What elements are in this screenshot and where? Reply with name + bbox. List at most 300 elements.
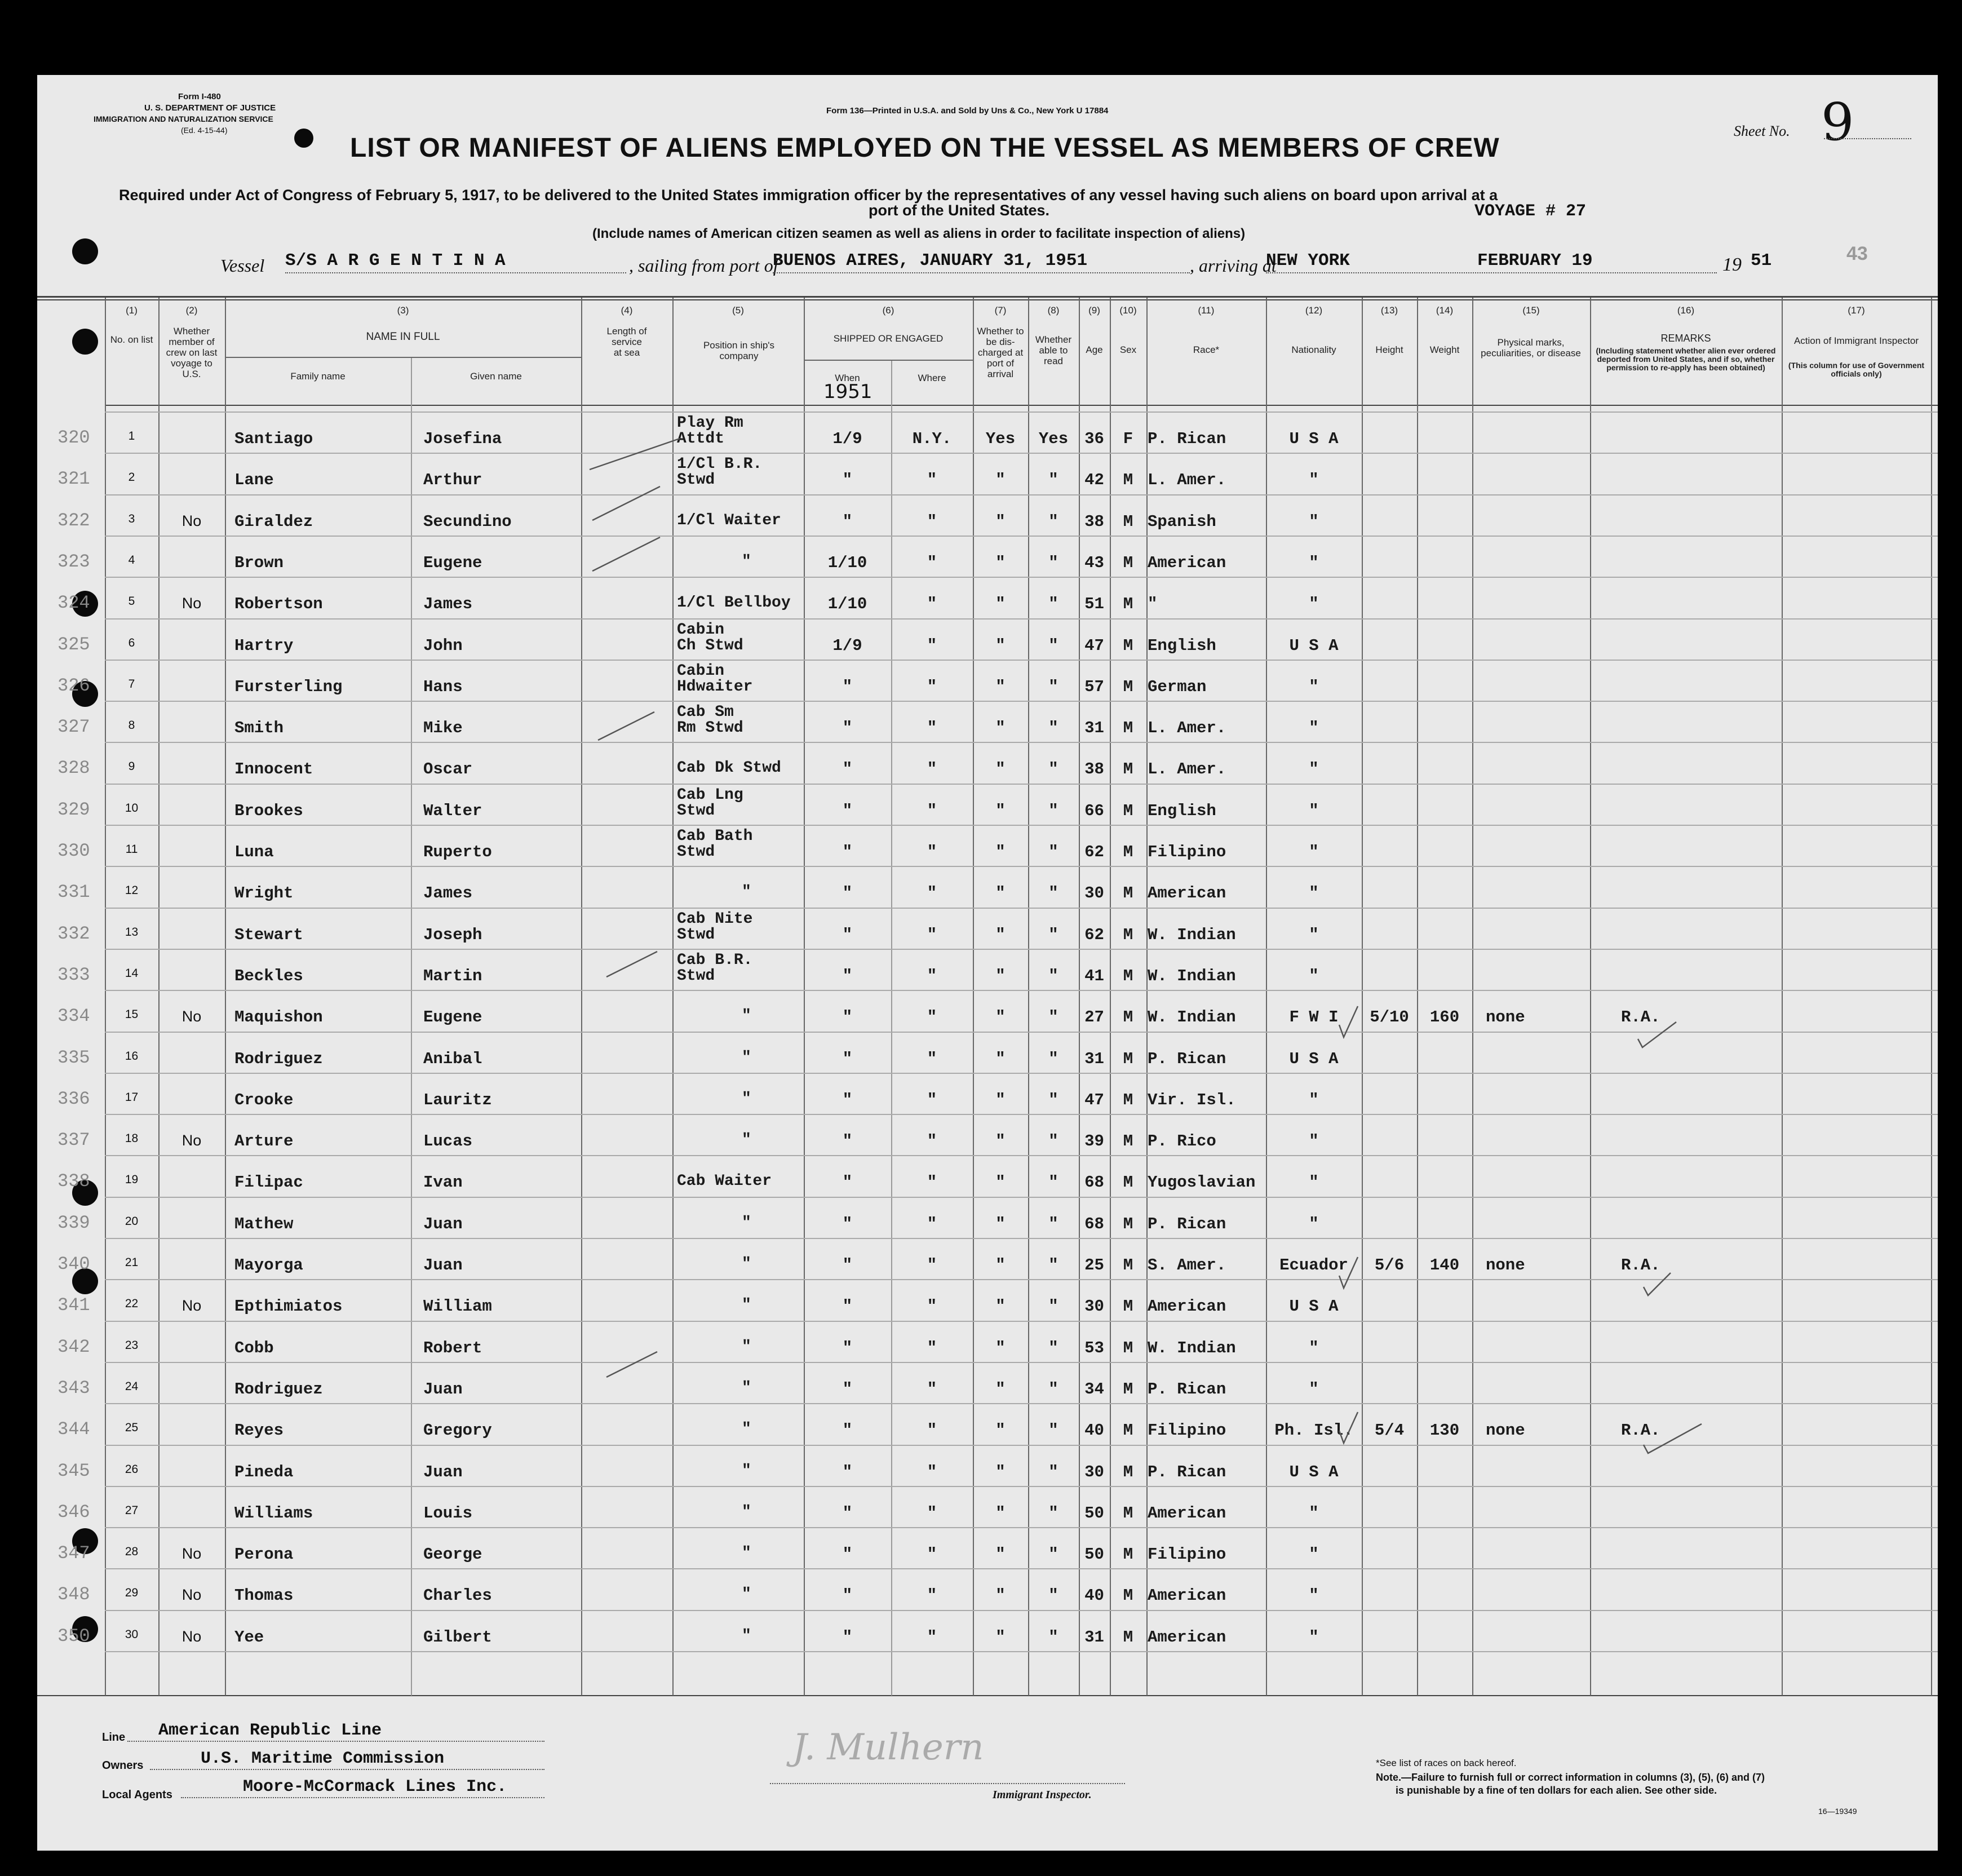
cell-no: 30 <box>125 1627 139 1641</box>
cell-position: " <box>742 1545 751 1563</box>
cell-family: Rodriguez <box>234 1379 323 1399</box>
col-header-position: Position in ship's company <box>703 340 775 361</box>
form-number: Form I-480 <box>178 92 221 101</box>
cell-nat: " <box>1309 595 1319 614</box>
cell-when: " <box>842 1008 853 1027</box>
cell-age: 36 <box>1084 430 1104 448</box>
cell-disch: " <box>995 1090 1006 1109</box>
cell-family: Arture <box>234 1132 294 1151</box>
cell-no: 18 <box>125 1132 139 1145</box>
cell-given: William <box>423 1297 492 1316</box>
cell-where: " <box>927 1132 937 1151</box>
vessel-label: Vessel <box>220 255 265 276</box>
cell-given: Arthur <box>423 471 482 490</box>
cell-family: Innocent <box>234 760 313 779</box>
cell-race: P. Rico <box>1148 1132 1216 1151</box>
edition: (Ed. 4-15-44) <box>181 126 228 135</box>
pencil-stroke <box>598 712 654 740</box>
cell-age: 31 <box>1084 1049 1104 1068</box>
pencil-stroke <box>592 486 660 520</box>
form-title: LIST OR MANIFEST OF ALIENS EMPLOYED ON THE VESSEL AS MEMBERS OF CREW <box>350 133 1500 163</box>
cell-no: 2 <box>128 471 135 484</box>
cell-marks: none <box>1486 1421 1525 1440</box>
cell-position: " <box>742 1131 751 1149</box>
cell-given: Hans <box>423 677 463 696</box>
year: 51 <box>1751 251 1772 271</box>
cell-given: John <box>423 636 463 655</box>
cell-nat: " <box>1309 843 1319 861</box>
cell-where: " <box>927 1173 937 1192</box>
cell-where: " <box>927 471 937 490</box>
cell-read: " <box>1048 471 1058 490</box>
cell-race: Vir. Isl. <box>1148 1090 1236 1109</box>
cell-when: 1/9 <box>832 636 862 655</box>
cell-where: " <box>927 595 937 614</box>
cell-no: 14 <box>125 966 139 980</box>
cell-position: " <box>742 883 751 901</box>
cell-sex: M <box>1123 1049 1133 1068</box>
cell-disch: " <box>995 760 1006 779</box>
include-note: (Include names of American citizen seamen as well as aliens in order to facilitate inspection of aliens) <box>592 226 1246 241</box>
pencil-stroke <box>592 537 660 571</box>
cell-where: " <box>927 966 937 985</box>
cell-when: " <box>842 471 853 490</box>
cell-sex: M <box>1123 719 1133 738</box>
stamp-number: 43 <box>1846 243 1868 264</box>
cell-sex: M <box>1123 843 1133 861</box>
cell-when: " <box>842 1256 853 1275</box>
cell-given: Lauritz <box>423 1090 492 1109</box>
cell-nat: " <box>1309 1545 1319 1564</box>
cell-given: Ivan <box>423 1173 463 1192</box>
cell-no: 4 <box>128 553 135 567</box>
cell-nat: " <box>1309 1173 1319 1192</box>
cell-where: " <box>927 760 937 779</box>
cell-age: 30 <box>1084 884 1104 903</box>
col-header-given-name: Given name <box>470 371 522 382</box>
cell-where: " <box>927 1090 937 1109</box>
line-number: 327 <box>57 716 90 738</box>
cell-read: " <box>1048 1090 1058 1109</box>
cell-nat: " <box>1309 677 1319 696</box>
cell-family: Epthimiatos <box>234 1297 343 1316</box>
cell-family: Filipac <box>234 1173 303 1192</box>
race-note: *See list of races on back hereof. <box>1376 1758 1517 1768</box>
cell-given: Walter <box>423 801 482 820</box>
cell-read: " <box>1048 1049 1058 1068</box>
cell-where: " <box>927 677 937 696</box>
cell-family: Thomas <box>234 1586 294 1605</box>
cell-sex: M <box>1123 512 1133 531</box>
cell-family: Stewart <box>234 925 303 944</box>
line-number: 328 <box>57 758 90 779</box>
cell-family: Brown <box>234 553 284 572</box>
cell-given: Juan <box>423 1379 463 1399</box>
cell-read: " <box>1048 595 1058 614</box>
year-prefix: 19 <box>1722 254 1742 275</box>
col-header-remarks-sub: (Including statement whether alien ever ordered deported from United States, and if so, whether permission to re-apply has been obtained) <box>1596 346 1776 372</box>
footer-agents-value: Moore-McCormack Lines Inc. <box>243 1777 507 1797</box>
cell-given: Lucas <box>423 1132 473 1151</box>
cell-sex: M <box>1123 1545 1133 1564</box>
col-num-16: (16) <box>1677 305 1695 316</box>
cell-race: L. Amer. <box>1148 760 1226 779</box>
cell-position: " <box>742 1503 751 1521</box>
cell-when: " <box>842 843 853 861</box>
footer-agents-label: Local Agents <box>102 1789 172 1801</box>
cell-position: Cab Nite <box>677 910 753 928</box>
cell-nat: U S A <box>1289 1297 1339 1316</box>
cell-age: 27 <box>1084 1008 1104 1027</box>
line-number: 330 <box>57 840 90 861</box>
cell-nat: U S A <box>1289 1462 1339 1481</box>
cell-race: Filipino <box>1148 1421 1226 1440</box>
col-num-8: (8) <box>1047 305 1060 316</box>
cell-last: No <box>181 1132 202 1149</box>
cell-position: " <box>742 1462 751 1480</box>
cell-age: 62 <box>1084 925 1104 944</box>
cell-last: No <box>181 1545 202 1563</box>
cell-given: Juan <box>423 1256 463 1275</box>
cell-read: " <box>1048 553 1058 572</box>
cell-race: W. Indian <box>1148 925 1236 944</box>
col-header-no-on-list: No. on list <box>110 334 153 345</box>
cell-rem: R.A. <box>1621 1256 1660 1275</box>
cell-position: Play Rm <box>677 414 743 432</box>
cell-disch: " <box>995 1173 1006 1192</box>
cell-no: 21 <box>125 1256 139 1269</box>
line-number: 348 <box>57 1584 90 1605</box>
cell-last: No <box>181 512 202 529</box>
col-header-family-name: Family name <box>290 371 346 382</box>
col-num-3: (3) <box>397 305 409 316</box>
col-num-13: (13) <box>1380 305 1398 316</box>
cell-race: L. Amer. <box>1148 719 1226 738</box>
cell-where: " <box>927 801 937 820</box>
cell-sex: M <box>1123 1379 1133 1399</box>
col-header-where: Where <box>918 373 946 383</box>
cell-no: 22 <box>125 1297 139 1311</box>
cell-where: " <box>927 1586 937 1605</box>
cell-position-line2: Attdt <box>677 430 725 448</box>
inspector-signature: J. Mulhern <box>792 1727 984 1768</box>
cell-last: No <box>181 1627 202 1645</box>
handwritten-marks <box>37 75 1938 1851</box>
check-mark-icon <box>1638 1022 1676 1047</box>
cell-where: " <box>927 884 937 903</box>
col-header-nationality: Nationality <box>1291 344 1336 355</box>
bottom-code: 16—19349 <box>1818 1807 1857 1816</box>
cell-age: 31 <box>1084 1627 1104 1647</box>
cell-family: Giraldez <box>234 512 313 531</box>
line-number: 324 <box>57 592 90 614</box>
cell-position: Cab Sm <box>677 704 734 722</box>
cell-where: " <box>927 1421 937 1440</box>
cell-sex: M <box>1123 884 1133 903</box>
col-header-race: Race* <box>1193 344 1220 355</box>
cell-race: American <box>1148 1627 1226 1647</box>
manifest-sheet <box>37 75 1938 1851</box>
cell-when: " <box>842 884 853 903</box>
cell-no: 29 <box>125 1586 139 1600</box>
cell-sex: M <box>1123 1214 1133 1233</box>
cell-age: 47 <box>1084 636 1104 655</box>
cell-nat: U S A <box>1289 1049 1339 1068</box>
cell-position: " <box>742 1297 751 1315</box>
cell-no: 16 <box>125 1049 139 1063</box>
cell-no: 3 <box>128 512 135 525</box>
cell-no: 20 <box>125 1214 139 1228</box>
shipped-year: 1951 <box>823 380 873 403</box>
cell-when: 1/9 <box>832 430 862 448</box>
line-number: 347 <box>57 1543 90 1564</box>
cell-no: 19 <box>125 1173 139 1187</box>
cell-when: " <box>842 1586 853 1605</box>
col-header-shipped: SHIPPED OR ENGAGED <box>833 333 944 344</box>
cell-race: Filipino <box>1148 1545 1226 1564</box>
cell-sex: M <box>1123 1503 1133 1523</box>
cell-disch: " <box>995 1586 1006 1605</box>
cell-family: Robertson <box>234 595 323 614</box>
cell-disch: " <box>995 1256 1006 1275</box>
cell-position-line2: Stwd <box>677 843 715 861</box>
cell-race: American <box>1148 1586 1226 1605</box>
inspector-label: Immigrant Inspector. <box>993 1789 1092 1801</box>
line-number: 326 <box>57 675 90 696</box>
cell-nat: " <box>1309 553 1319 572</box>
cell-disch: " <box>995 925 1006 944</box>
cell-no: 11 <box>125 843 138 856</box>
cell-when: " <box>842 719 853 738</box>
cell-race: P. Rican <box>1148 1049 1226 1068</box>
line-number: 346 <box>57 1501 90 1523</box>
cell-race: P. Rican <box>1148 1214 1226 1233</box>
line-number: 325 <box>57 634 90 655</box>
col-header-read: Whether able to read <box>1035 334 1072 366</box>
cell-wt: 140 <box>1429 1256 1460 1275</box>
cell-position: " <box>742 1090 751 1108</box>
line-number: 342 <box>57 1336 90 1357</box>
cell-position: Cabin <box>677 621 725 639</box>
cell-ht: 5/6 <box>1374 1256 1405 1275</box>
cell-nat: " <box>1309 719 1319 738</box>
cell-disch: " <box>995 1379 1006 1399</box>
cell-given: Charles <box>423 1586 492 1605</box>
cell-when: " <box>842 1379 853 1399</box>
cell-read: " <box>1048 1132 1058 1151</box>
cell-read: " <box>1048 1627 1058 1647</box>
cell-age: 39 <box>1084 1132 1104 1151</box>
cell-position: " <box>742 1048 751 1067</box>
col-header-weight: Weight <box>1429 344 1460 355</box>
sheet-number: 9 <box>1821 92 1854 152</box>
cell-sex: M <box>1123 1256 1133 1275</box>
cell-given: Martin <box>423 966 482 985</box>
cell-no: 15 <box>125 1008 139 1021</box>
col-header-physical-marks: Physical marks, peculiarities, or disease <box>1481 337 1581 359</box>
line-number: 320 <box>57 427 90 448</box>
cell-sex: M <box>1123 966 1133 985</box>
cell-when: " <box>842 1297 853 1316</box>
cell-age: 51 <box>1084 595 1104 614</box>
cell-age: 40 <box>1084 1586 1104 1605</box>
cell-read: " <box>1048 1421 1058 1440</box>
line-number: 337 <box>57 1130 90 1151</box>
cell-ht: 5/10 <box>1370 1008 1409 1027</box>
cell-age: 68 <box>1084 1214 1104 1233</box>
cell-when: " <box>842 1338 853 1357</box>
cell-family: Mathew <box>234 1214 294 1233</box>
cell-race: American <box>1148 1297 1226 1316</box>
line-number: 331 <box>57 882 90 903</box>
cell-where: " <box>927 1627 937 1647</box>
col-num-6: (6) <box>882 305 894 316</box>
cell-when: " <box>842 512 853 531</box>
cell-given: Josefina <box>423 430 502 448</box>
cell-position-line2: Rm Stwd <box>677 719 743 737</box>
cell-nat: " <box>1309 884 1319 903</box>
cell-family: Yee <box>234 1627 264 1647</box>
cell-nat: F W I <box>1289 1008 1339 1027</box>
cell-age: 42 <box>1084 471 1104 490</box>
check-mark-icon <box>1644 1273 1671 1295</box>
col-num-15: (15) <box>1522 305 1540 316</box>
cell-age: 47 <box>1084 1090 1104 1109</box>
cell-position: 1/Cl Bellboy <box>677 594 791 612</box>
cell-given: Juan <box>423 1462 463 1481</box>
cell-race: P. Rican <box>1148 1462 1226 1481</box>
cell-where: N.Y. <box>912 430 952 448</box>
cell-read: " <box>1048 1462 1058 1481</box>
cell-race: P. Rican <box>1148 430 1226 448</box>
col-num-17: (17) <box>1848 305 1865 316</box>
cell-disch: " <box>995 595 1006 614</box>
department: U. S. DEPARTMENT OF JUSTICE <box>144 103 276 113</box>
cell-position: Cab Lng <box>677 786 743 804</box>
cell-family: Luna <box>234 843 274 861</box>
cell-race: Yugoslavian <box>1148 1173 1256 1192</box>
cell-nat: " <box>1309 471 1319 490</box>
cell-sex: M <box>1123 1462 1133 1481</box>
cell-sex: M <box>1123 1297 1133 1316</box>
cell-read: " <box>1048 1379 1058 1399</box>
col-num-4: (4) <box>621 305 633 316</box>
cell-no: 1 <box>128 430 135 443</box>
sheet-label: Sheet No. <box>1734 123 1790 139</box>
line-number: 335 <box>57 1047 90 1068</box>
cell-race: W. Indian <box>1148 966 1236 985</box>
cell-position-line2: Stwd <box>677 471 715 489</box>
cell-disch: " <box>995 966 1006 985</box>
cell-nat: " <box>1309 925 1319 944</box>
cell-given: Oscar <box>423 760 473 779</box>
cell-disch: " <box>995 719 1006 738</box>
cell-nat: " <box>1309 1214 1319 1233</box>
col-header-sex: Sex <box>1119 344 1137 355</box>
cell-where: " <box>927 636 937 655</box>
sailing-from: BUENOS AIRES, JANUARY 31, 1951 <box>773 251 1088 271</box>
cell-position: " <box>742 1627 751 1645</box>
cell-race: German <box>1148 677 1207 696</box>
cell-when: " <box>842 1173 853 1192</box>
col-header-action-sub: (This column for use of Government officials only) <box>1788 361 1925 378</box>
cell-position: " <box>742 1421 751 1439</box>
col-header-last-voyage: Whether member of crew on last voyage to U.S. <box>166 326 218 379</box>
line-number: 323 <box>57 551 90 572</box>
cell-disch: " <box>995 884 1006 903</box>
cell-sex: M <box>1123 677 1133 696</box>
sailing-label: , sailing from port of <box>629 255 778 276</box>
cell-given: Gilbert <box>423 1627 492 1647</box>
cell-read: " <box>1048 925 1058 944</box>
cell-disch: " <box>995 1049 1006 1068</box>
cell-age: 30 <box>1084 1297 1104 1316</box>
cell-race: P. Rican <box>1148 1379 1226 1399</box>
cell-race: Filipino <box>1148 843 1226 861</box>
cell-read: " <box>1048 1545 1058 1564</box>
cell-read: " <box>1048 966 1058 985</box>
voyage-number: VOYAGE # 27 <box>1474 202 1587 221</box>
subtitle-line2: port of the United States. <box>869 202 1050 219</box>
cell-when: " <box>842 1503 853 1523</box>
arrival-date: FEBRUARY 19 <box>1477 251 1593 271</box>
cell-nat: " <box>1309 1627 1319 1647</box>
cell-disch: " <box>995 801 1006 820</box>
cell-read: " <box>1048 884 1058 903</box>
cell-family: Brookes <box>234 801 303 820</box>
cell-position: " <box>742 1255 751 1273</box>
line-number: 333 <box>57 964 90 985</box>
cell-position: 1/Cl B.R. <box>677 455 763 474</box>
cell-family: Smith <box>234 719 284 738</box>
arriving-at: NEW YORK <box>1266 251 1350 271</box>
cell-nat: " <box>1309 1090 1319 1109</box>
line-number: 321 <box>57 468 90 490</box>
cell-race: American <box>1148 553 1226 572</box>
cell-race: English <box>1148 801 1216 820</box>
cell-age: 34 <box>1084 1379 1104 1399</box>
cell-nat: " <box>1309 1586 1319 1605</box>
check-mark-icon <box>1339 1412 1358 1443</box>
cell-family: Reyes <box>234 1421 284 1440</box>
cell-disch: " <box>995 1627 1006 1647</box>
cell-no: 24 <box>125 1379 139 1393</box>
line-number: 350 <box>57 1625 90 1647</box>
line-number: 345 <box>57 1460 90 1481</box>
cell-sex: M <box>1123 1338 1133 1357</box>
cell-sex: M <box>1123 595 1133 614</box>
cell-race: Spanish <box>1148 512 1216 531</box>
cell-given: Eugene <box>423 1008 482 1027</box>
line-number: 332 <box>57 923 90 944</box>
line-number: 322 <box>57 510 90 531</box>
cell-race: English <box>1148 636 1216 655</box>
col-num-1: (1) <box>126 305 138 316</box>
cell-given: James <box>423 884 473 903</box>
cell-last: No <box>181 1008 202 1025</box>
pencil-stroke <box>606 1352 657 1377</box>
cell-sex: M <box>1123 1173 1133 1192</box>
cell-given: Robert <box>423 1338 482 1357</box>
cell-given: Louis <box>423 1503 473 1523</box>
cell-given: Mike <box>423 719 463 738</box>
line-number: 340 <box>57 1254 90 1275</box>
service: IMMIGRATION AND NATURALIZATION SERVICE <box>94 114 273 123</box>
cell-disch: " <box>995 553 1006 572</box>
col-num-9: (9) <box>1088 305 1100 316</box>
cell-no: 9 <box>128 760 135 773</box>
cell-when: " <box>842 801 853 820</box>
